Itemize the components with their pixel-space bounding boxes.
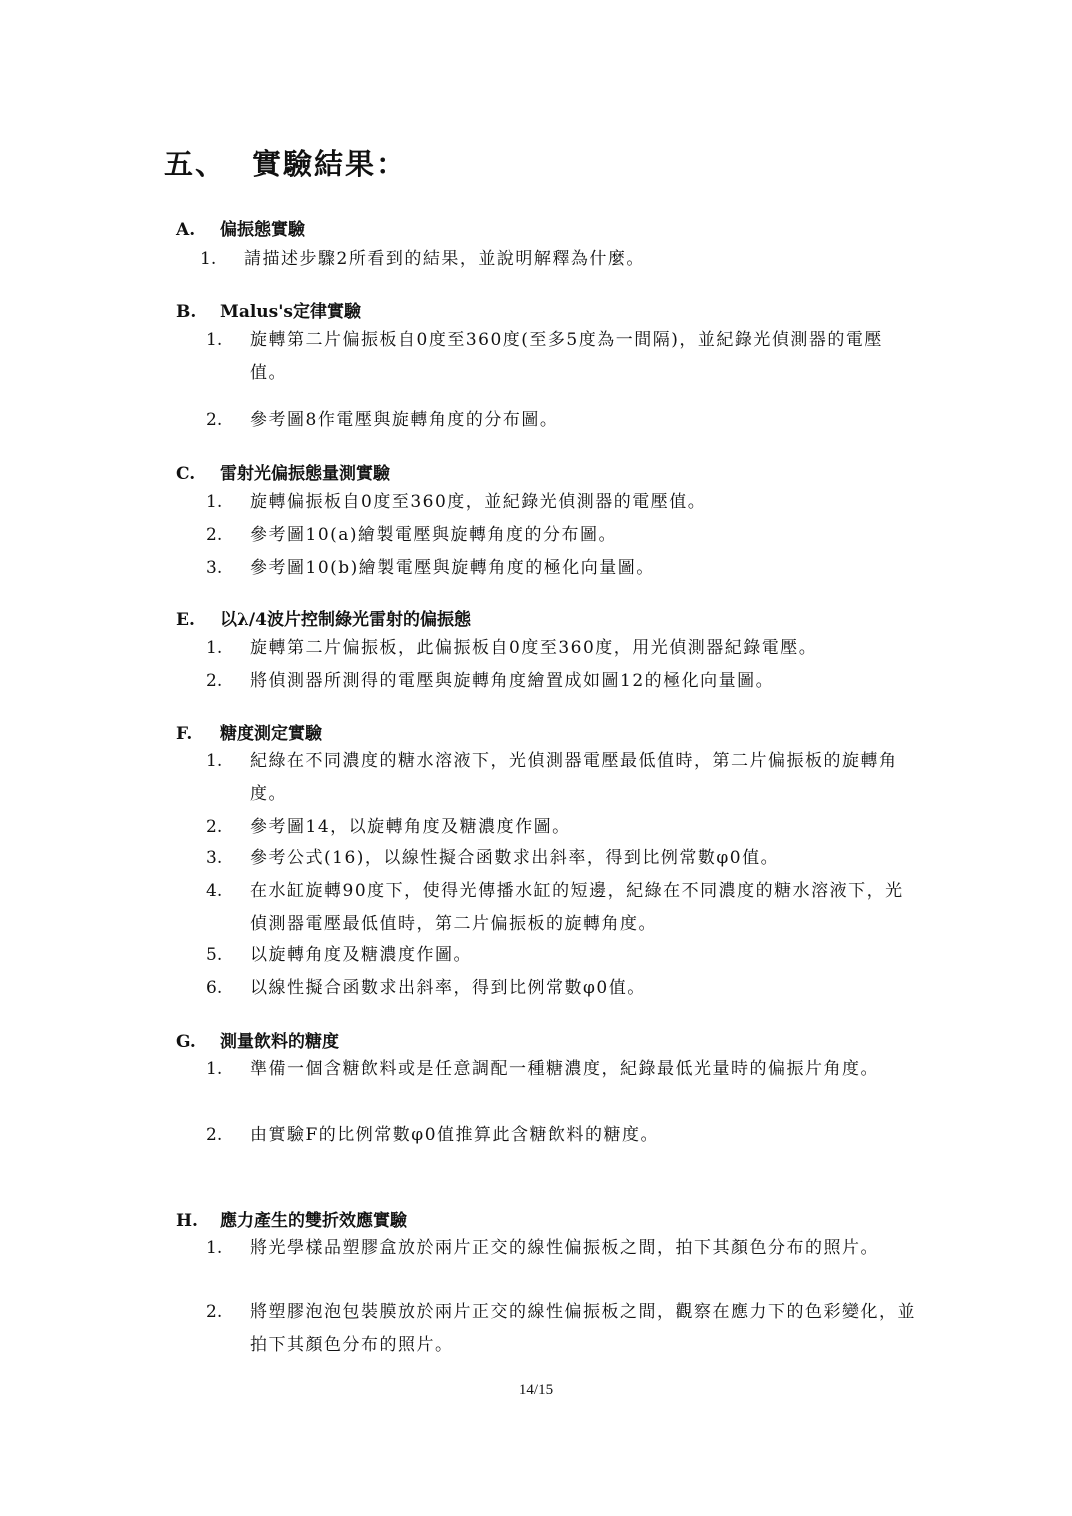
list-item: 1. 將光學樣品塑膠盒放於兩片正交的線性偏振板之間，拍下其顏色分布的照片。 bbox=[206, 1238, 879, 1258]
list-item: 5. 以旋轉角度及糖濃度作圖。 bbox=[206, 945, 472, 965]
list-item: 2. 由實驗F的比例常數φ0值推算此含糖飲料的糖度。 bbox=[206, 1125, 660, 1145]
title-text: 實驗結果： bbox=[252, 147, 408, 181]
list-item: 1. 旋轉第二片偏振板自0度至360度(至多5度為一間隔)，並紀錄光偵測器的電壓值。 bbox=[206, 330, 883, 383]
list-item: 1. 旋轉偏振板自0度至360度，並紀錄光偵測器的電壓值。 bbox=[206, 492, 707, 512]
page-number: 14/15 bbox=[518, 1382, 554, 1398]
list-item: 1. 請描述步驟2所看到的結果，並說明解釋為什麼。 bbox=[200, 249, 645, 269]
section-h-heading: H. 應力產生的雙折效應實驗 bbox=[176, 1211, 407, 1231]
section-b-heading: B. Malus's定律實驗 bbox=[176, 302, 361, 322]
section-a-heading: A. 偏振態實驗 bbox=[176, 220, 305, 240]
list-item: 1. 旋轉第二片偏振板，此偏振板自0度至360度，用光偵測器紀錄電壓。 bbox=[206, 638, 818, 658]
list-item: 1. 準備一個含糖飲料或是任意調配一種糖濃度，紀錄最低光量時的偏振片角度。 bbox=[206, 1059, 879, 1079]
list-item: 2. 參考圖10(a)繪製電壓與旋轉角度的分布圖。 bbox=[206, 525, 618, 545]
section-g-heading: G. 測量飲料的糖度 bbox=[176, 1032, 339, 1052]
list-item: 2. 將偵測器所測得的電壓與旋轉角度繪置成如圖12的極化向量圖。 bbox=[206, 671, 775, 691]
list-item: 2. 參考圖14，以旋轉角度及糖濃度作圖。 bbox=[206, 817, 571, 837]
list-item: 2. 將塑膠泡泡包裝膜放於兩片正交的線性偏振板之間，觀察在應力下的色彩變化，並拍下其顏色分布的照片。 bbox=[206, 1302, 916, 1355]
list-item: 3. 參考圖10(b)繪製電壓與旋轉角度的極化向量圖。 bbox=[206, 558, 655, 578]
list-item: 2. 參考圖8作電壓與旋轉角度的分布圖。 bbox=[206, 410, 559, 430]
title-number: 五、 bbox=[164, 147, 227, 181]
list-item: 4. 在水缸旋轉90度下，使得光傳播水缸的短邊，紀綠在不同濃度的糖水溶液下，光偵測器電壓最低值時，第二片偏振板的旋轉角度。 bbox=[206, 881, 904, 934]
list-item: 3. 參考公式(16)，以線性擬合函數求出斜率，得到比例常數φ0值。 bbox=[206, 848, 780, 868]
section-c-heading: C. 雷射光偏振態量測實驗 bbox=[176, 464, 390, 484]
list-item: 1. 紀綠在不同濃度的糖水溶液下，光偵測器電壓最低值時，第二片偏振板的旋轉角度。 bbox=[206, 751, 898, 804]
list-item: 6. 以線性擬合函數求出斜率，得到比例常數φ0值。 bbox=[206, 978, 646, 998]
section-f-heading: F. 糖度測定實驗 bbox=[176, 724, 322, 744]
section-e-heading: E. 以λ/4波片控制綠光雷射的偏振態 bbox=[176, 610, 471, 630]
page-title bbox=[164, 142, 407, 183]
